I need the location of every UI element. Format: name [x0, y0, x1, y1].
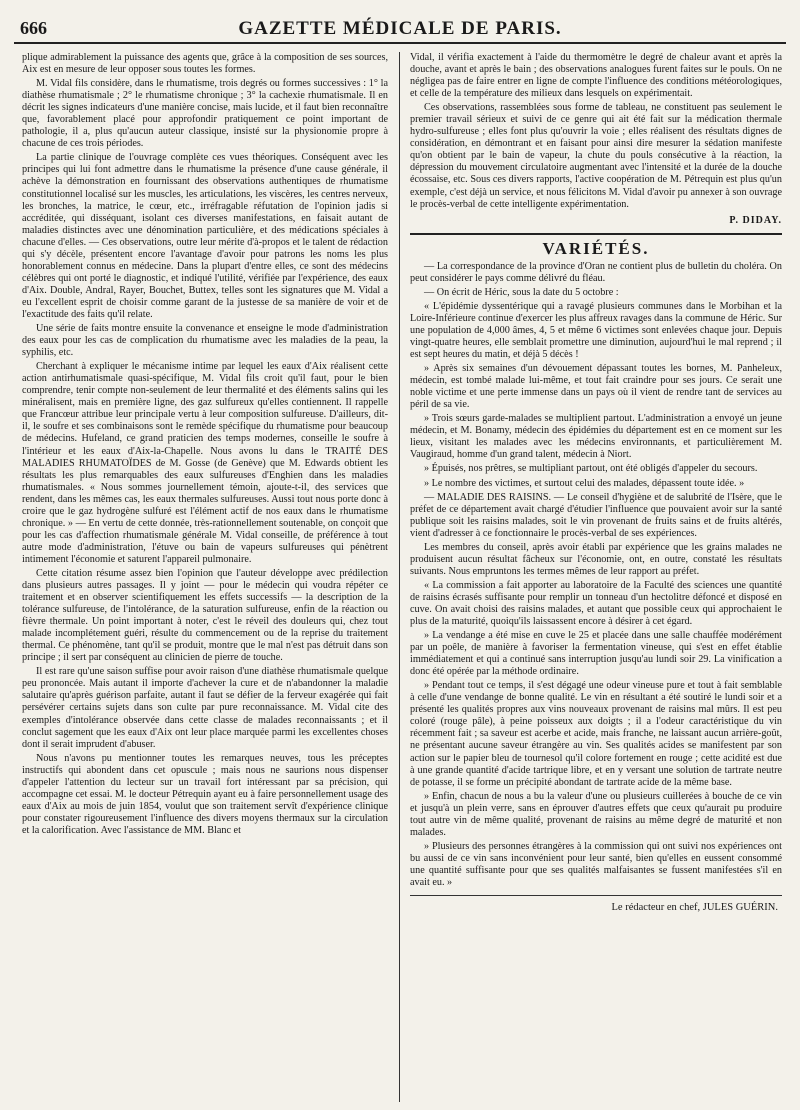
review-signature: P. DIDAY. — [729, 214, 782, 226]
page-header — [14, 16, 786, 44]
news-paragraph: » Enfin, chacun de nous a bu la valeur d'une ou plusieurs cuillerées à bouche de ce vin et jusqu'à un plein verre, sans en éprouver d'autres effets que ceux qu'aurait pu produire tout autre vin de même qualité, provenant de raisins au même degré de maturité et non malades. — [410, 790, 782, 838]
news-paragraph: » Après six semaines d'un dévouement dépassant toutes les bornes, M. Panheleux, médecin, est tombé malade lui-même, et tout fait craindre pour ses jours. Ce serait une noble victime et une perte immense dans un pays où il vient de rendre tant de services au péril de sa vie. — [410, 363, 782, 411]
article-paragraph: La partie clinique de l'ouvrage complète ces vues théoriques. Conséquent avec les principes qui lui font admettre dans le rhumatisme la présence d'une cause générale, il achève la démonstration en fournissant des observations authentiques de rhumatisme constitutionnel localisé sur les muscles, les articulations, les viscères, les centres nerveux, les bronches, la matrice, le cœur, etc., irréfragable réfutation de l'opinion jadis si accréditée, qui disséquant, isolant ces diverses manifestations, en faisait autant de maladies distinctes avec une dénomination particulière, et des médications spéciales à chacune d'elles. — Ces observations, outre leur mérite d'à-propos et le talent de rédaction qui s'y décèle, présentent encore l'avantage d'avoir pour patrons les noms les plus honorablement connus en médecine. Dans la plupart d'entre elles, ce sont des médecins célèbres qui ont porté le diagnostic, et indiqué l'utilité, vérifiée par l'expérience, des eaux d'Aix. Double, Andral, Rayer, Bouchet, Buttex, telles sont les signatures que M. Vidal a eu l'excellent esprit de choisir comme garant de la justesse de sa manière de voir et de l'exactitude des faits qu'il relate. — [22, 152, 388, 320]
news-paragraph: » Trois sœurs garde-malades se multiplient partout. L'administration a envoyé un jeune médecin, et M. Bonamy, médecin des épidémies du département est en ce moment sur les lieux, visitant les malades avec les médecins environnants, et particulièrement M. Vaugiraud, homme d'un grand talent, médecin à Niort. — [410, 413, 782, 461]
article-paragraph: Il est rare qu'une saison suffise pour avoir raison d'une diathèse rhumatismale quelque peu prononcée. Mais autant il importe d'achever la cure et de n'abandonner la maladie salutaire qu'après guérison parfaite, autant il faut se défier de la ferveur exagérée qui fait persévérer certains sujets dans son culte par pure reconnaissance. M. Vidal cite des exemples d'intolérance observée dans cette classe de malades reconnaissants ; et il conclut sagement que les eaux d'Aix ont leur place marquée parmi les excellentes choses dont il serait imprudent d'abuser. — [22, 666, 388, 750]
page-number: 666 — [20, 18, 47, 38]
article-paragraph: Une série de faits montre ensuite la convenance et enseigne le mode d'administration des eaux pour les cas de complication du rhumatisme avec les maladies de la peau, la syphilis, etc. — [22, 323, 388, 359]
left-column — [22, 52, 388, 1104]
editor-line: Le rédacteur en chef, JULES GUÉRIN. — [611, 902, 778, 914]
news-paragraph: — MALADIE DES RAISINS. — Le conseil d'hygiène et de salubrité de l'Isère, que le préfet de ce département avait chargé d'étudier l'influence que pouvaient avoir sur la santé publique soit les raisins malades, soit le vin provenant de fruits sains et de fruits altérés, vient d'adresser à ce fonctionnaire le procès-verbal de ses expériences. — [410, 491, 782, 539]
news-paragraph: « L'épidémie dyssentérique qui a ravagé plusieurs communes dans le Morbihan et la Loire-Inférieure continue d'exercer les plus affreux ravages dans la commune de Héric. Sur une population de 4,000 âmes, 4, 5 et même 6 victimes sont enlevées chaque jour. Depuis vingt-quatre heures, elle semblait promettre une diminution, aujourd'hui le mal reprend ; il est sept heures du matin, et déjà 5 décès ! — [410, 300, 782, 361]
article-paragraph: Nous n'avons pu mentionner toutes les remarques neuves, tous les préceptes instructifs qui abondent dans cet opuscule ; mais nous ne saurions nous dispenser d'appeler l'attention du lecteur sur un travail fort intéressant par sa précision, qui accompagne cet essai. M. le docteur Pétrequin ayant eu à faire personnellement usage des eaux d'Aix au mois de juin 1854, voulut que son traitement servît d'expérience clinique pour constater rigoureusement l'influence des divers moyens thermaux sur la circulation et la calorification. Avec l'assistance de MM. Blanc et — [22, 752, 388, 836]
article-paragraph: M. Vidal fils considère, dans le rhumatisme, trois degrés ou formes successives : 1° la diathèse rhumatismale ; 2° le rhumatisme chronique ; 3° la cachexie rhumatismale. Il en décrit les signes indicateurs d'une manière concise, mais lucide, et il faut bien reconnaître que, favorablement placé pour approfondir pratiquement ce point important de pathologie, il a, plus qu'aucun auteur classique, insisté sur la physionomie propre à chacune de ces trois périodes. — [22, 78, 388, 150]
article-paragraph: Cherchant à expliquer le mécanisme intime par lequel les eaux d'Aix réalisent cette action antirhumatismale quasi-spécifique, M. Vidal fils croit qu'il faut, pour le bien comprendre, tenir compte non-seulement de leur thermalité et des éléments salins qui les minéralisent, mais en première ligne, des gaz sulfureux qu'elles contiennent. Il rappelle que Francœur attribue leur principale vertu à leur composition sulfureuse. D'ailleurs, dit-il, le soufre et ses combinaisons sont le remède spécifique du rhumatisme pour beaucoup de médecins. Hufeland, ce grand praticien des temps modernes, conseille le soufre à l'intérieur et les eaux d'Aix-la-Chapelle. Nous avons lu dans le TRAITÉ DES MALADIES RHUMATOÏDES de M. Gosse (de Genève) que M. Edwards obtient les résultats les plus remarquables des eaux sulfureuses d'Enghien dans les maladies rhumatismales. « Nous sommes journellement témoin, ajoute-t-il, des services que rendent, dans les mêmes cas, les eaux thermales sulfureuses. Aussi tout nous porte donc à croire que le gaz hydrogène sulfuré est l'élément actif de nos eaux dans le rhumatisme chronique. » — En vertu de cette donnée, très-rationnellement soutenable, on conçoit que pour les cas d'affection rhumatismale générale M. Vidal conseille, de préférence à tout autre mode d'administration, l'étuve ou bain de vapeurs sulfureuses qui pénètrent intimement l'économie et saturent l'appareil pulmonaire. — [22, 361, 388, 565]
section-title: VARIÉTÉS. — [542, 238, 650, 258]
news-paragraph: — On écrit de Héric, sous la date du 5 octobre : — [424, 286, 619, 298]
news-paragraph: « La commission a fait apporter au laboratoire de la Faculté des sciences une quantité de raisins écrasés suffisante pour remplir un tonneau d'un hectolitre défoncé et disposé en cuve. On avait choisi des raisins malades, et autant que possible ceux qui approchaient le plus de la maturité, quoiqu'ils laissassent encore à désirer à cet égard. — [410, 579, 782, 628]
review-paragraph: Vidal, il vérifia exactement à l'aide du thermomètre le degré de chaleur avant et après la douche, avant et après le bain ; des observations analogues furent faites sur le pouls. On ne négligea pas de faire entrer en ligne de compte l'influence des conditions météorologiques, et celle de la température des milieux dans lesquels on expérimentait. — [410, 52, 782, 100]
news-paragraph: » Épuisés, nos prêtres, se multipliant partout, ont été obligés d'appeler du secours. — [424, 463, 758, 475]
article-paragraph: Cette citation résume assez bien l'opinion que l'auteur développe avec prédilection dans plusieurs autres passages. Il y joint — pour le médecin qui voudra répéter ce traitement et en observer scientifiquement les effets successifs — la description de la tolérance sulfureuse, de l'intolérance, de la saturation sulfureuse, enfin de la réaction ou fièvre thermale. Un point important à noter, c'est le réveil des douleurs qui, chez tout malade incomplétement guéri, résulte du commencement ou de la reprise du traitement thermal. Ce phénomène, tant qu'il se produit, montre que le mal n'est pas détruit dans son principe ; il sert par conséquent au clinicien de pierre de touche. — [22, 567, 388, 664]
news-paragraph: » Pendant tout ce temps, il s'est dégagé une odeur vineuse pure et tout à fait semblable à celle d'une vendange de bonne qualité. Le vin en résultant a été soutiré le lundi soir et a présenté les qualités propres aux vins nouveaux provenant de raisins mal mûrs. Il est peu coloré (rouge pâle), à peine poisseux aux doigts ; il a l'odeur caractéristique du vin récemment fait ; sa saveur est acerbe et acide, mais franche, ne laissant aucun arrière-goût, ne présentant aucune saveur étrangère au vin. Ses qualités acides se manifestent par son action sur le papier bleu de tournesol qu'il colore fortement en rouge ; cette acidité est due à une grande quantité d'acide tartrique libre, et en y versant une solution de tartrate neutre de potasse, il se forme un précipité abondant de tartrate acide de la même base. — [410, 680, 782, 788]
news-paragraph: » Le nombre des victimes, et surtout celui des malades, dépassent toute idée. » — [424, 477, 745, 489]
right-column — [410, 52, 782, 1104]
review-paragraph: Ces observations, rassemblées sous forme de tableau, ne constituent pas seulement le premier travail sérieux et suivi de ce genre qui ait été fait sur la médication thermale hydro-sulfureuse ; elles font plus qu'ouvrir la voie ; elles réalisent des résultats dignes de considération, en démontrant et en faisant pour ainsi dire mesurer la sédation manifeste qu'on obtient par le bain de vapeur, la chute du pouls consécutive à la réaction, la dépression du mouvement circulatoire augmentant avec l'intensité et la durée de la douche écossaise, etc. Sous ces divers rapports, l'active coopération de M. Pétrequin est plus qu'un exemple, c'est déjà un service, et nous félicitons M. Vidal d'avoir pu annexer à son ouvrage le procès-verbal de cette intelligente expérimentation. — [410, 102, 782, 210]
news-paragraph: — La correspondance de la province d'Oran ne contient plus de bulletin du choléra. On peut considérer le pays comme délivré du fléau. — [410, 260, 782, 284]
news-paragraph: » Plusieurs des personnes étrangères à la commission qui ont suivi nos expériences ont bu aussi de ce vin sans inconvénient pour leur santé, bien qu'elles en eussent consommé une quantité suffisante pour que ses qualités malfaisantes se fussent manifestées s'il en avait eu. » — [410, 840, 782, 888]
news-paragraph: Les membres du conseil, après avoir établi par expérience que les grains malades ne produisent aucun résultat fâcheux sur l'économie, ont, en outre, constaté les résultats suivants. Nous empruntons les termes mêmes de leur rapport au préfet. — [410, 541, 782, 577]
column-divider — [399, 52, 400, 1102]
closing-divider — [410, 895, 782, 896]
journal-title: GAZETTE MÉDICALE DE PARIS. — [238, 18, 562, 39]
article-paragraph: plique admirablement la puissance des agents que, grâce à la composition de ses sources, Aix est en mesure de leur opposer sous toutes les formes. — [22, 52, 388, 76]
news-paragraph: » La vendange a été mise en cuve le 25 et placée dans une salle chauffée modérément par un poêle, de manière à favoriser la fermentation vineuse, qui s'est en effet établie immédiatement et qui a continué sans interruption jusqu'au lundi soir 29. La vinification a donc été opérée par la méthode ordinaire. — [410, 630, 782, 678]
section-divider — [410, 233, 782, 235]
